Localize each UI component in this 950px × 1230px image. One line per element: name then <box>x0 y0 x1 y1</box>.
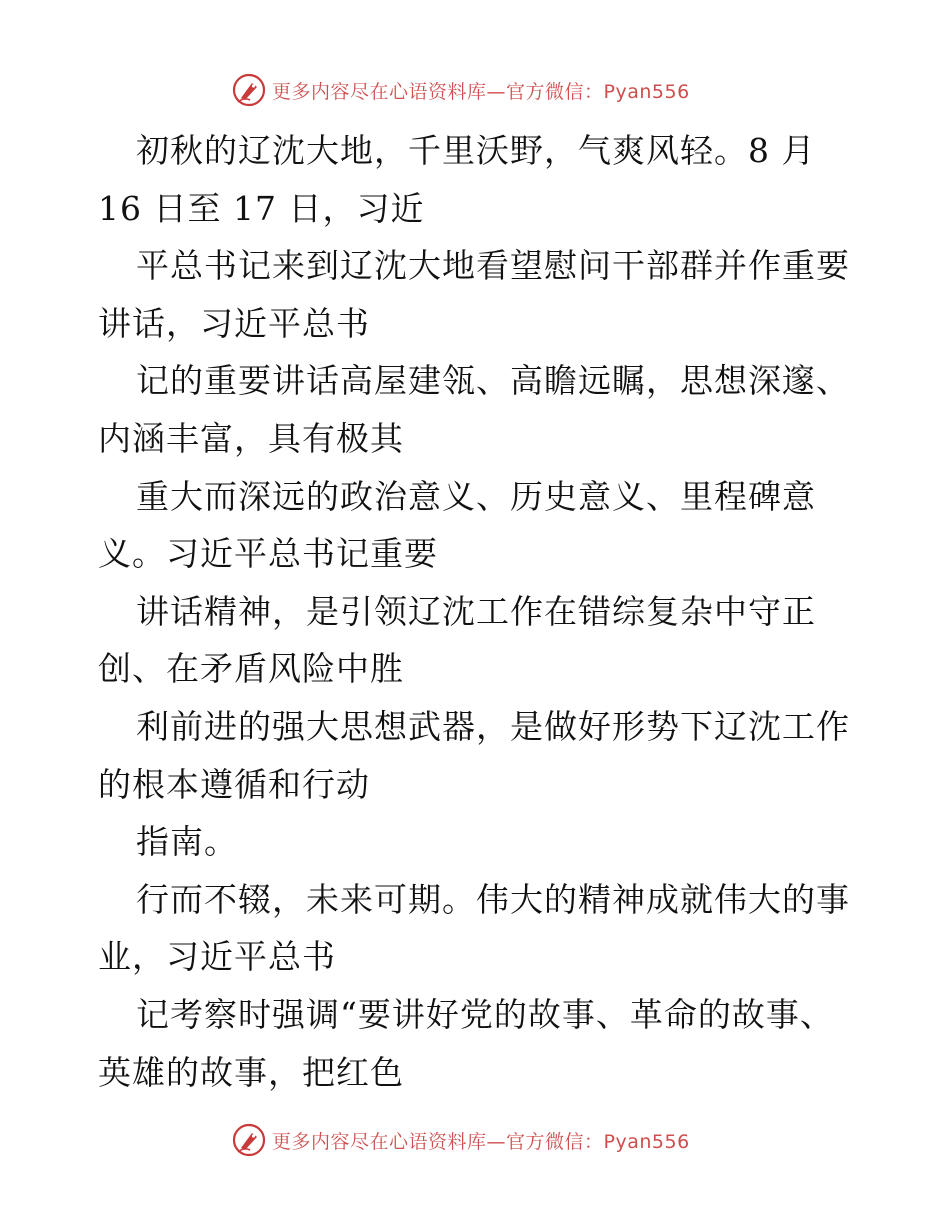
text-line: 平总书记来到辽沈大地看望慰问干部群并作重要 <box>136 246 850 286</box>
text-line: 的根本遵循和行动 <box>98 764 370 804</box>
pen-nib-logo-icon <box>232 1123 266 1157</box>
watermark-text: 更多内容尽在心语资料库—官方微信：Pyan556 <box>272 80 690 103</box>
text-line: 行而不辍，未来可期。伟大的精神成就伟大的事 <box>136 879 850 919</box>
footer-watermark <box>232 1122 690 1158</box>
text-line: 创、在矛盾风险中胜 <box>98 649 404 689</box>
text-line: 义。习近平总书记重要 <box>98 534 438 574</box>
text-line: 记考察时强调“要讲好党的故事、革命的故事、 <box>136 994 834 1034</box>
text-line: 初秋的辽沈大地，千里沃野，气爽风轻。8 月 <box>136 131 816 170</box>
text-line: 指南。 <box>136 822 238 862</box>
text-line: 重大而深远的政治意义、历史意义、里程碑意 <box>136 476 816 516</box>
text-line: 讲话，习近平总书 <box>98 303 370 343</box>
text-line: 讲话精神，是引领辽沈工作在错综复杂中守正 <box>136 591 816 631</box>
text-line: 利前进的强大思想武器，是做好形势下辽沈工作 <box>136 706 850 746</box>
text-line: 业，习近平总书 <box>98 937 336 977</box>
watermark-text: 更多内容尽在心语资料库—官方微信：Pyan556 <box>272 1130 690 1153</box>
header-watermark <box>232 72 690 108</box>
document-body <box>98 122 878 1101</box>
text-line: 内涵丰富，具有极其 <box>98 418 404 458</box>
text-line: 英雄的故事，把红色 <box>98 1052 404 1092</box>
text-line: 记的重要讲话高屋建瓴、高瞻远瞩，思想深邃、 <box>136 361 850 401</box>
text-line: 16 日至 17 日，习近 <box>98 188 425 228</box>
pen-nib-logo-icon <box>232 73 266 107</box>
